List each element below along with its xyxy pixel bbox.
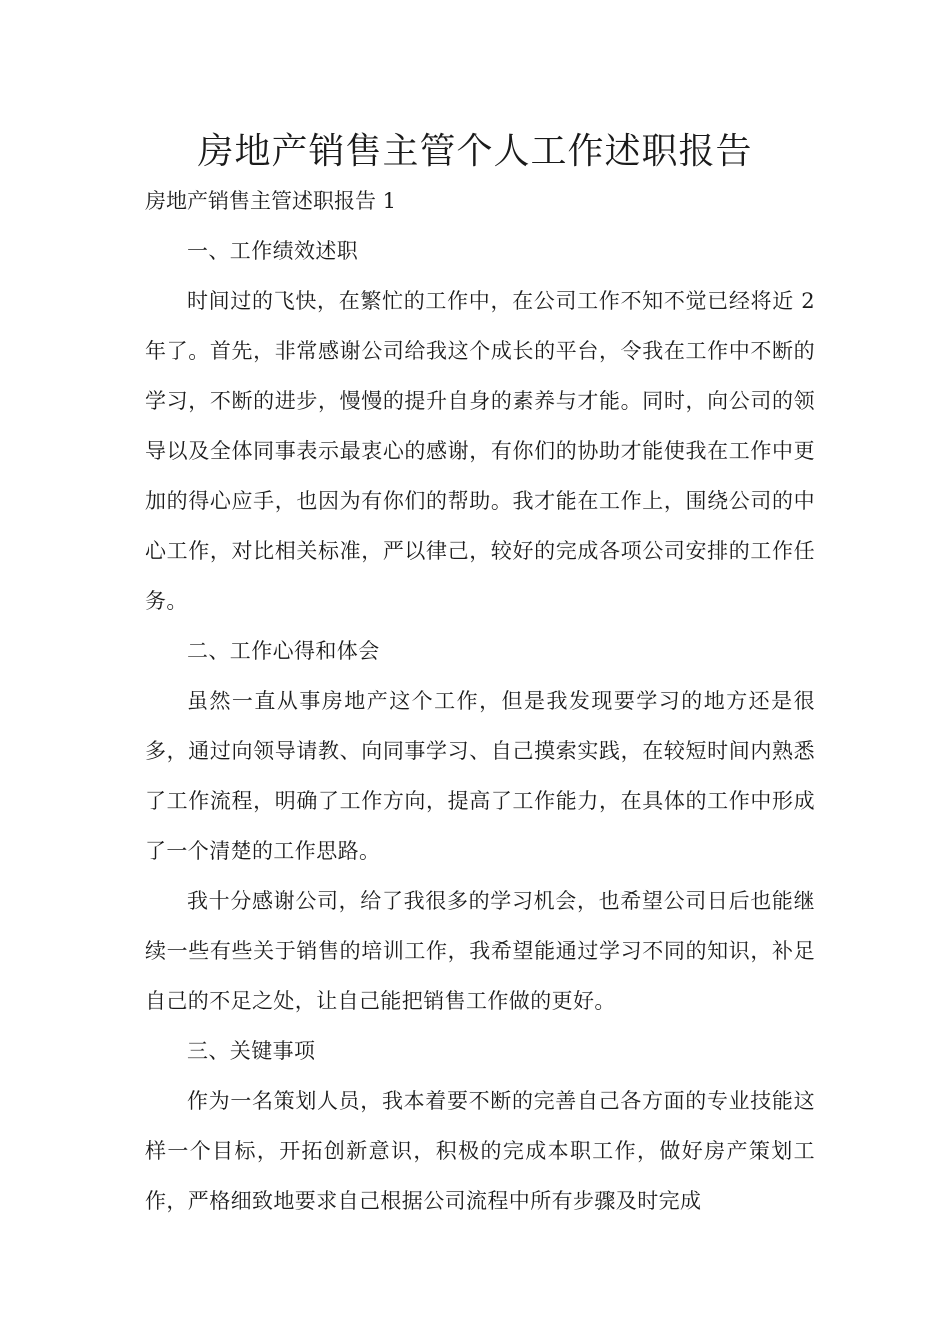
paragraph-experience-1: 虽然一直从事房地产这个工作，但是我发现要学习的地方还是很多，通过向领导请教、向同事学习、自己摸索实践，在较短时间内熟悉了工作流程，明确了工作方向，提高了工作能力，在具体的工作中形成了一个清楚的工作思路。 (145, 689, 815, 863)
paragraph-key-matters: 作为一名策划人员，我本着要不断的完善自己各方面的专业技能这样一个目标，开拓创新意识，积极的完成本职工作，做好房产策划工作，严格细致地要求自己根据公司流程中所有步骤及时完成 (145, 1089, 815, 1213)
document-subtitle: 房地产销售主管述职报告 1 (145, 189, 397, 213)
section-heading-experience: 二、工作心得和体会 (187, 639, 380, 663)
paragraph-experience-2: 我十分感谢公司，给了我很多的学习机会，也希望公司日后也能继续一些有些关于销售的培训工作，我希望能通过学习不同的知识，补足自己的不足之处，让自己能把销售工作做的更好。 (145, 889, 815, 1013)
section-heading-performance: 一、工作绩效述职 (187, 239, 359, 263)
document-title: 房地产销售主管个人工作述职报告 (197, 131, 753, 172)
paragraph-performance: 时间过的飞快，在繁忙的工作中，在公司工作不知不觉已经将近 2 年了。首先，非常感谢公司给我这个成长的平台，令我在工作中不断的学习，不断的进步，慢慢的提升自身的素养与才能。同时，向公司的领导以及全体同事表示最衷心的感谢，有你们的协助才能使我在工作中更加的得心应手，也因为有你们的帮助。我才能在工作上，围绕公司的中心工作，对比相关标准，严以律己，较好的完成各项公司安排的工作任务。 (145, 289, 815, 613)
document-body (145, 226, 815, 1226)
section-heading-key-matters: 三、关键事项 (187, 1039, 316, 1063)
